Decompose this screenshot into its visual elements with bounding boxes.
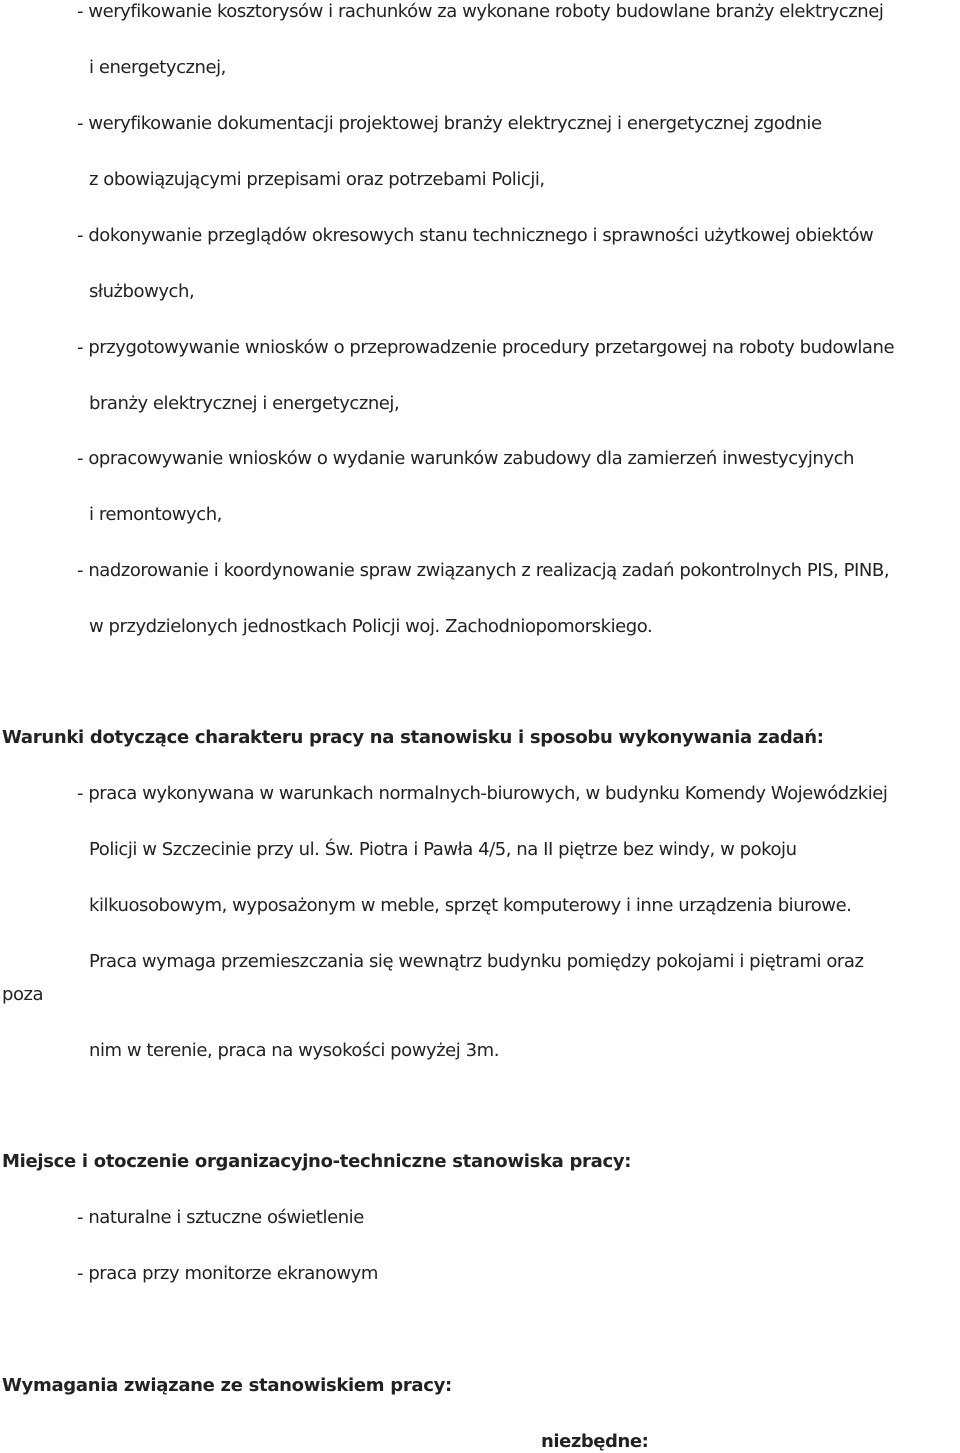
- duty-line: - opracowywanie wniosków o wydanie warunków zabudowy dla zamierzeń inwestycyjnych: [77, 448, 854, 469]
- requirements-subheading: niezbędne:: [541, 1431, 649, 1452]
- conditions-line: kilkuosobowym, wyposażonym w meble, sprzęt komputerowy i inne urządzenia biurowe.: [89, 895, 852, 916]
- duty-line: branży elektrycznej i energetycznej,: [89, 393, 400, 414]
- conditions-line: nim w terenie, praca na wysokości powyżej 3m.: [89, 1040, 499, 1061]
- duty-line: i energetycznej,: [89, 57, 226, 78]
- duty-line: - nadzorowanie i koordynowanie spraw związanych z realizacją zadań pokontrolnych PIS, PINB,: [77, 560, 890, 581]
- duty-line: - weryfikowanie dokumentacji projektowej branży elektrycznej i energetycznej zgodnie: [77, 113, 822, 134]
- conditions-side-word: poza: [2, 984, 44, 1005]
- duty-line: z obowiązującymi przepisami oraz potrzebami Policji,: [89, 169, 545, 190]
- workplace-heading: Miejsce i otoczenie organizacyjno-techniczne stanowiska pracy:: [2, 1151, 632, 1172]
- conditions-line: - praca wykonywana w warunkach normalnych-biurowych, w budynku Komendy Wojewódzkiej: [77, 783, 888, 804]
- conditions-line: Policji w Szczecinie przy ul. Św. Piotra i Pawła 4/5, na II piętrze bez windy, w pokoju: [89, 839, 797, 860]
- duty-line: i remontowych,: [89, 504, 222, 525]
- duty-line: - weryfikowanie kosztorysów i rachunków za wykonane roboty budowlane branży elektrycznej: [77, 1, 884, 22]
- requirements-heading: Wymagania związane ze stanowiskiem pracy:: [2, 1375, 452, 1396]
- duty-line: - przygotowywanie wniosków o przeprowadzenie procedury przetargowej na roboty budowlane: [77, 337, 895, 358]
- duty-line: w przydzielonych jednostkach Policji woj. Zachodniopomorskiego.: [89, 616, 653, 637]
- duty-line: - dokonywanie przeglądów okresowych stanu technicznego i sprawności użytkowej obiektów: [77, 225, 874, 246]
- workplace-item: - praca przy monitorze ekranowym: [77, 1263, 378, 1284]
- conditions-heading: Warunki dotyczące charakteru pracy na stanowisku i sposobu wykonywania zadań:: [2, 727, 824, 748]
- conditions-line: Praca wymaga przemieszczania się wewnątrz budynku pomiędzy pokojami i piętrami oraz: [89, 951, 864, 972]
- duty-line: służbowych,: [89, 281, 195, 302]
- workplace-item: - naturalne i sztuczne oświetlenie: [77, 1207, 364, 1228]
